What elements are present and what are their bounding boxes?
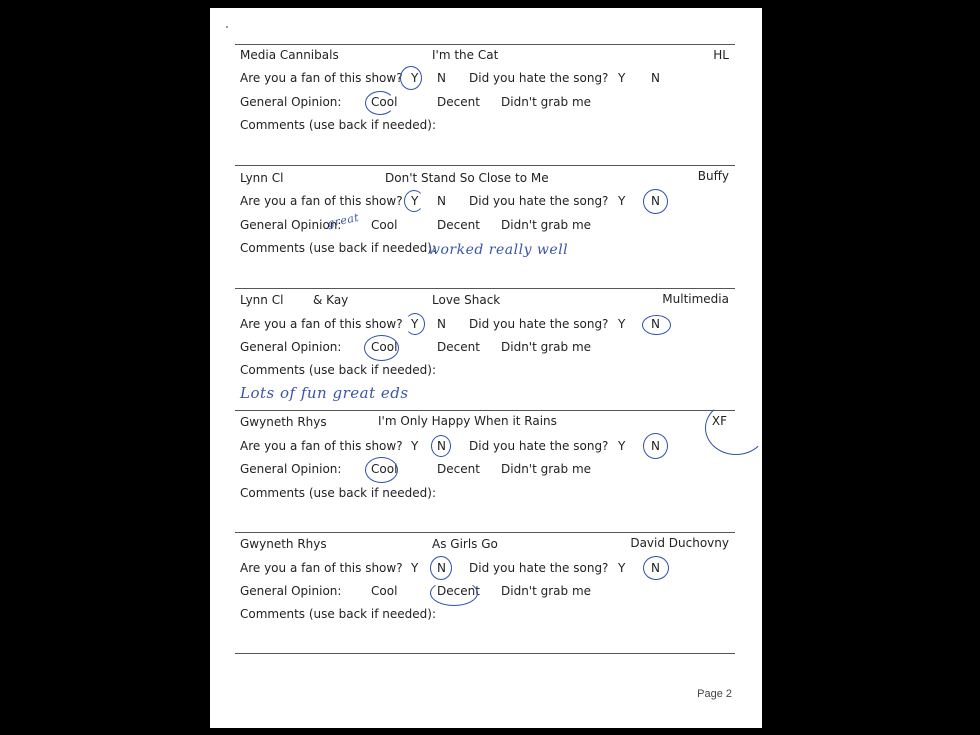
entry-2 [235,165,735,282]
fan-no: N [437,561,446,575]
opinion-didnt: Didn't grab me [501,95,592,109]
show-name: XF [711,414,727,428]
fan-yes: Y [411,439,419,453]
contestant-name: Gwyneth Rhys [240,415,327,429]
circled-cool [365,457,398,483]
fan-no: N [437,317,446,331]
opinion-cool: Cool [371,462,398,476]
hate-no: N [651,439,660,453]
song-title: I'm the Cat [432,48,499,62]
show-name: Buffy [697,169,729,183]
comments-label: Comments (use back if needed): [240,118,437,132]
comments-label: Comments (use back if needed): [240,241,437,255]
fan-no: N [437,71,446,85]
hate-no: N [651,317,660,331]
hate-yes: Y [618,439,626,453]
contestant-name: Lynn Cl [240,293,284,307]
comments-label: Comments (use back if needed): [240,607,437,621]
opinion-label: General Opinion: [240,462,342,476]
fan-question: Are you a fan of this show? [240,71,403,85]
form-page [210,8,762,728]
scan-speck [226,26,228,28]
contestant-name: Media Cannibals [240,48,339,62]
hate-yes: Y [618,561,626,575]
hate-no: N [651,194,660,208]
circled-hate-no [643,556,669,580]
opinion-decent: Decent [437,462,480,476]
hate-question: Did you hate the song? [469,194,609,208]
fan-yes: Y [411,71,419,85]
circled-cool [365,91,398,115]
circled-fan-no [430,556,452,580]
contestant-name: Gwyneth Rhys [240,537,327,551]
circled-fan-yes [404,190,424,212]
song-title: I'm Only Happy When it Rains [378,414,557,428]
fan-yes: Y [411,317,419,331]
fan-question: Are you a fan of this show? [240,561,403,575]
contestant-name: Lynn Cl [240,171,284,185]
entry-5 [235,532,735,649]
circled-fan-no [431,435,451,457]
fan-no: N [437,439,446,453]
opinion-cool: Cool [371,218,398,232]
fan-yes: Y [411,194,419,208]
opinion-didnt: Didn't grab me [501,462,592,476]
circled-hate-no [643,189,668,214]
pen-stroke [705,401,767,455]
opinion-cool: Cool [371,340,398,354]
opinion-label: General Opinion: [240,584,342,598]
fan-yes: Y [411,561,419,575]
entry-3 [235,288,735,405]
opinion-didnt: Didn't grab me [501,218,592,232]
show-name: Multimedia [662,292,729,306]
fan-question: Are you a fan of this show? [240,194,403,208]
opinion-decent: Decent [437,95,480,109]
opinion-decent: Decent [437,584,480,598]
opinion-label: General Opinion: [240,340,342,354]
fan-no: N [437,194,446,208]
comments-label: Comments (use back if needed): [240,486,437,500]
entry-4 [235,410,735,527]
hate-question: Did you hate the song? [469,561,609,575]
opinion-cool: Cool [371,584,398,598]
circled-fan-yes [400,66,422,90]
hate-yes: Y [618,317,626,331]
hate-question: Did you hate the song? [469,439,609,453]
page-number: Page 2 [697,688,732,700]
contestant-partner: & Kay [313,293,349,307]
entry-1 [235,44,735,161]
opinion-label: General Opinion: [240,218,342,232]
show-name: HL [713,48,729,62]
song-title: Don't Stand So Close to Me [385,171,549,185]
opinion-didnt: Didn't grab me [501,584,592,598]
opinion-didnt: Didn't grab me [501,340,592,354]
fan-question: Are you a fan of this show? [240,317,403,331]
opinion-label: General Opinion: [240,95,342,109]
handwritten-comment: worked really well [428,242,569,258]
circled-decent [430,580,478,606]
hate-no: N [651,71,660,85]
comments-label: Comments (use back if needed): [240,363,437,377]
opinion-decent: Decent [437,218,480,232]
opinion-decent: Decent [437,340,480,354]
show-name: David Duchovny [630,536,729,550]
fan-question: Are you a fan of this show? [240,439,403,453]
song-title: Love Shack [432,293,501,307]
bottom-rule [235,653,735,654]
handwritten-comment: Lots of fun great eds [240,384,409,402]
circled-cool [364,335,399,361]
song-title: As Girls Go [432,537,498,551]
circled-hate-no [642,315,671,335]
hate-yes: Y [618,71,626,85]
hate-no: N [651,561,660,575]
hate-yes: Y [618,194,626,208]
hate-question: Did you hate the song? [469,71,609,85]
opinion-cool: Cool [371,95,398,109]
handwritten-opinion: great [326,210,361,231]
circled-hate-no [643,433,668,459]
hate-question: Did you hate the song? [469,317,609,331]
circled-fan-yes [405,313,425,335]
